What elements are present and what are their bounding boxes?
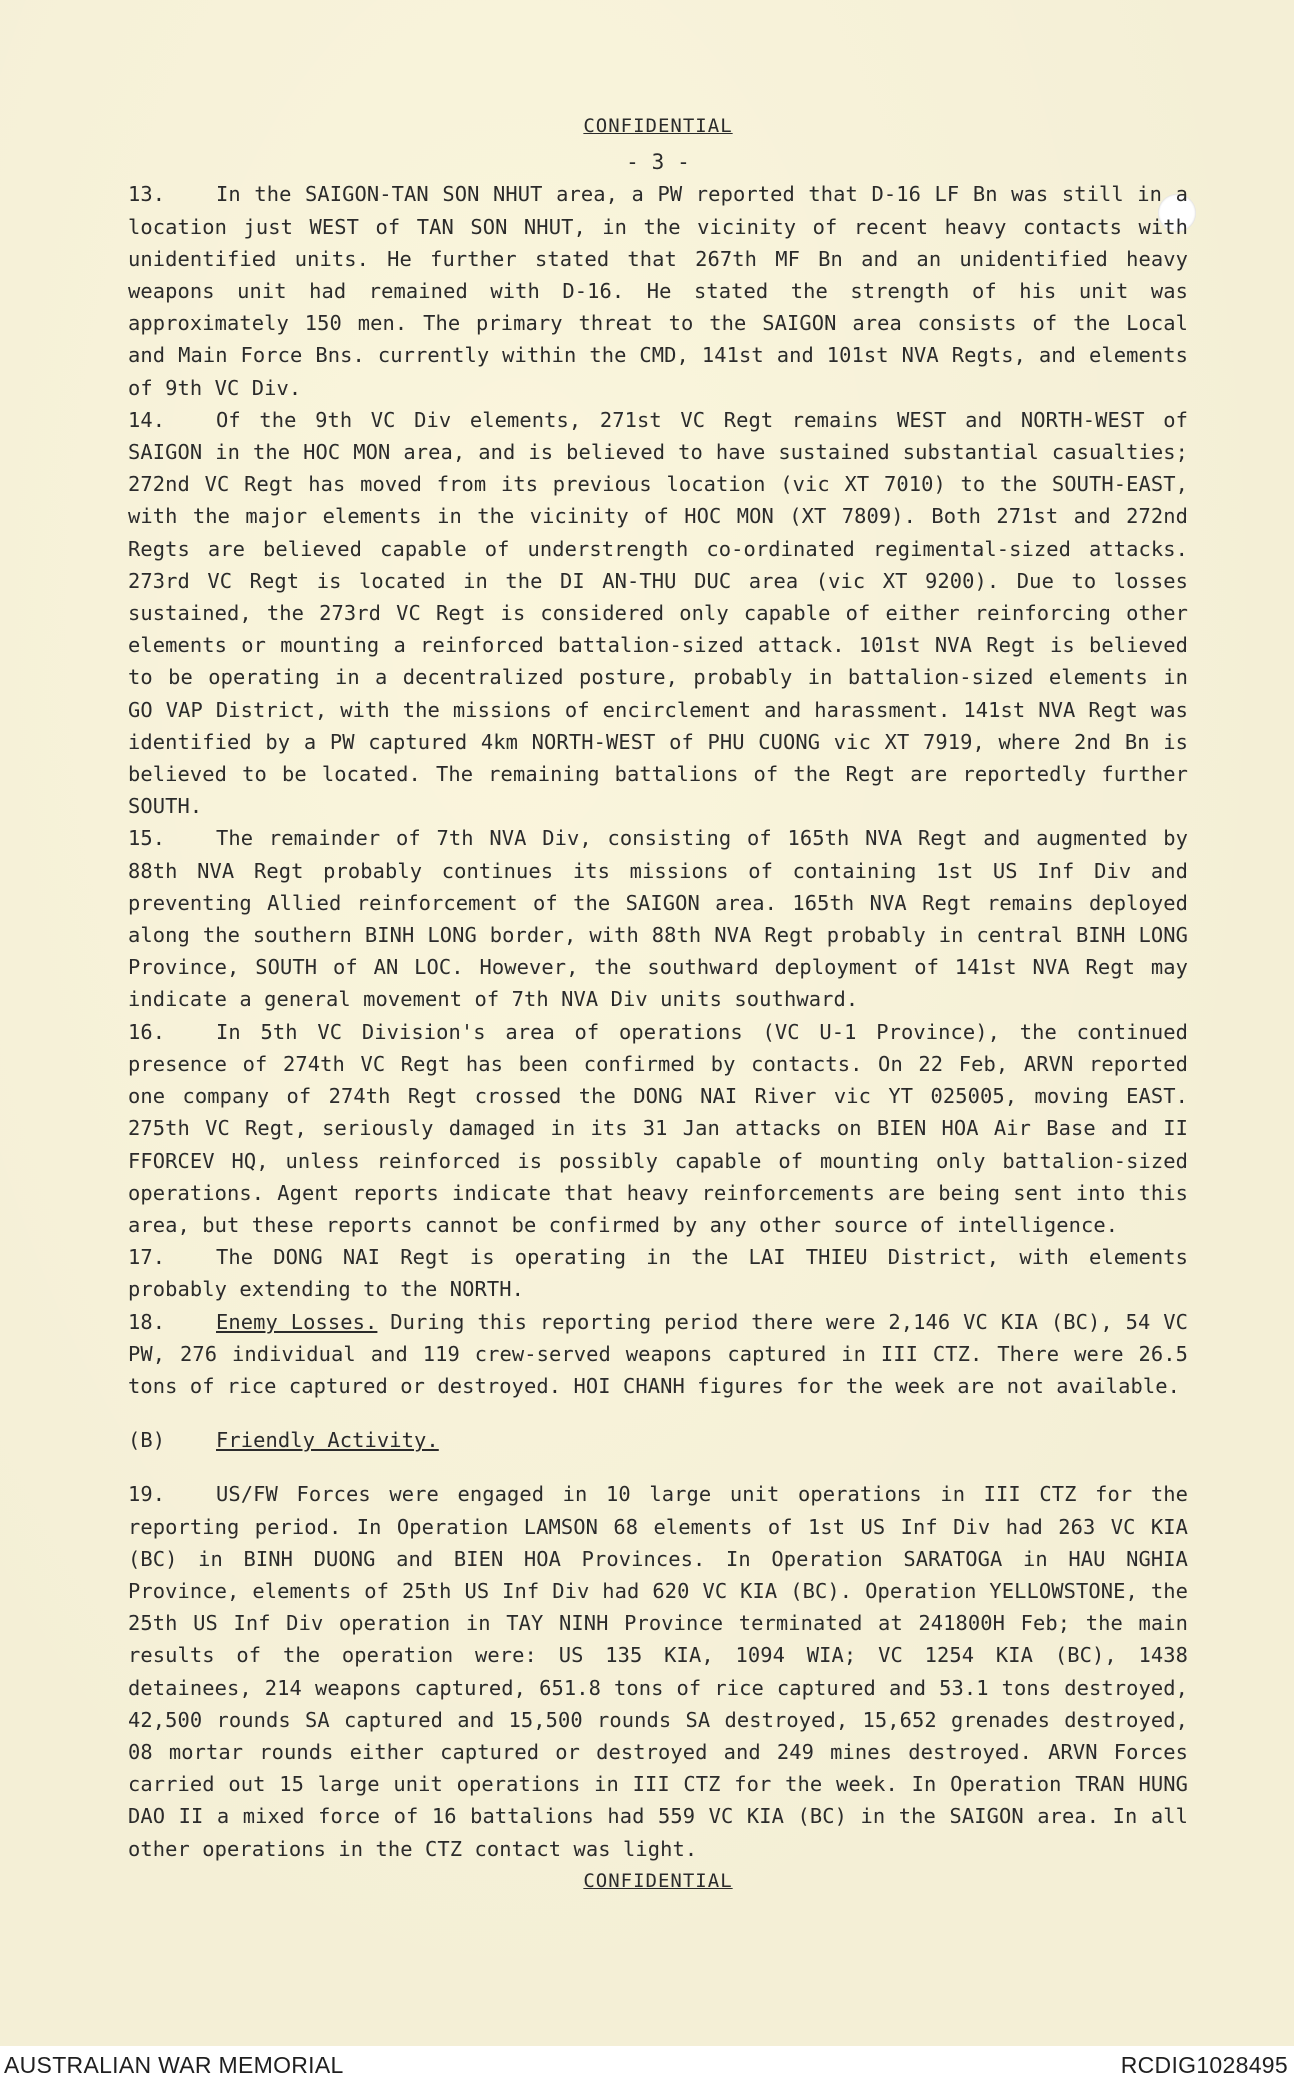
paragraph-number: 18. [128, 1309, 166, 1334]
classification-footer: CONFIDENTIAL [583, 1869, 733, 1892]
paragraph-18 [128, 1306, 1188, 1403]
section-b-heading [128, 1424, 1188, 1456]
paragraph-text: In the SAIGON-TAN SON NHUT area, a PW reported that D-16 LF Bn was still in a location just WEST of TAN SON NHUT, in the vicinity of recent heavy contacts with unidentified units. He further stated that 267th MF Bn and an unidentified heavy weapons unit had remained with D-16. He stated the strength of his unit was approximately 150 men. The primary threat to the SAIGON area consists of the Local and Main Force Bns. currently within the CMD, 141st and 101st NVA Regts, and elements of 9th VC Div. [128, 182, 1188, 400]
paragraph-text: The DONG NAI Regt is operating in the LAI THIEU District, with elements probably extending to the NORTH. [128, 1245, 1188, 1302]
section-label: (B) [128, 1428, 166, 1453]
paragraph-number: 13. [128, 182, 166, 207]
paragraph-text: The remainder of 7th NVA Div, consisting of 165th NVA Regt and augmented by 88th NVA Regt probably continues its missions of containing 1st US Inf Div and preventing Allied reinforcement of the SAIGON area. 165th NVA Regt remains deployed along the southern BINH LONG border, with 88th NVA Regt probably in central BINH LONG Province, SOUTH of AN LOC. However, the southward deployment of 141st NVA Regt may indicate a general movement of 7th NVA Div units southward. [128, 826, 1188, 1012]
paragraph-number: 14. [128, 407, 166, 432]
section-title: Friendly Activity. [216, 1428, 439, 1453]
paragraph-number: 16. [128, 1019, 166, 1044]
document-body [128, 110, 1188, 1897]
page-number: - 3 - [626, 150, 690, 175]
paragraph-17 [128, 1241, 1188, 1305]
paragraph-19 [128, 1478, 1188, 1864]
paragraph-13 [128, 178, 1188, 403]
archive-reference: RCDIG1028495 [1120, 2052, 1288, 2078]
archive-institution: AUSTRALIAN WAR MEMORIAL [4, 2052, 344, 2078]
paragraph-15 [128, 822, 1188, 1015]
paragraph-text: US/FW Forces were engaged in 10 large unit operations in III CTZ for the reporting period. In Operation LAMSON 68 elements of 1st US Inf Div had 263 VC KIA (BC) in BINH DUONG and BIEN HOA Provinces. In Operation SARATOGA in HAU NGHIA Province, elements of 25th US Inf Div had 620 VC KIA (BC). Operation YELLOWSTONE, the 25th US Inf Div operation in TAY NINH Province terminated at 241800H Feb; the main results of the operation were: US 135 KIA, 1094 WIA; VC 1254 KIA (BC), 1438 detainees, 214 weapons captured, 651.8 tons of rice captured and 53.1 tons destroyed, 42,500 rounds SA captured and 15,500 rounds SA destroyed, 15,652 grenades destroyed, 08 mortar rounds either captured or destroyed and 249 mines destroyed. ARVN Forces carried out 15 large unit operations in III CTZ for the week. In Operation TRAN HUNG DAO II a mixed force of 16 battalions had 559 VC KIA (BC) in the SAIGON area. In all other operations in the CTZ contact was light. [128, 1482, 1188, 1861]
paragraph-number: 15. [128, 826, 166, 851]
paragraph-heading: Enemy Losses. [216, 1309, 378, 1334]
paragraph-14 [128, 404, 1188, 823]
paragraph-number: 19. [128, 1482, 166, 1507]
paragraph-text: In 5th VC Division's area of operations (VC U-1 Province), the continued presence of 274th VC Regt has been confirmed by contacts. On 22 Feb, ARVN reported one company of 274th Regt crossed the DONG NAI River vic YT 025005, moving EAST. 275th VC Regt, seriously damaged in its 31 Jan attacks on BIEN HOA Air Base and II FFORCEV HQ, unless reinforced is possibly capable of mounting only battalion-sized operations. Agent reports indicate that heavy reinforcements are being sent into this area, but these reports cannot be confirmed by any other source of intelligence. [128, 1019, 1188, 1237]
paragraph-text: During this reporting period there were 2,146 VC KIA (BC), 54 VC PW, 276 individual and 119 crew-served weapons captured in III CTZ. There were 26.5 tons of rice captured or destroyed. HOI CHANH figures for the week are not available. [128, 1309, 1188, 1398]
paragraph-text: Of the 9th VC Div elements, 271st VC Regt remains WEST and NORTH-WEST of SAIGON in the HOC MON area, and is believed to have sustained substantial casualties; 272nd VC Regt has moved from its previous location (vic XT 7010) to the SOUTH-EAST, with the major elements in the vicinity of HOC MON (XT 7809). Both 271st and 272nd Regts are believed capable of understrength co-ordinated regimental-sized attacks. 273rd VC Regt is located in the DI AN-THU DUC area (vic XT 9200). Due to losses sustained, the 273rd VC Regt is considered only capable of either reinforcing other elements or mounting a reinforced battalion-sized attack. 101st NVA Regt is believed to be operating in a decentralized posture, probably in battalion-sized elements in GO VAP District, with the missions of encirclement and harassment. 141st NVA Regt was identified by a PW captured 4km NORTH-WEST of PHU CUONG vic XT 7919, where 2nd Bn is believed to be located. The remaining battalions of the Regt are reportedly further SOUTH. [128, 407, 1188, 819]
paragraph-16 [128, 1016, 1188, 1241]
archive-footer [0, 2046, 1294, 2082]
paragraph-number: 17. [128, 1245, 166, 1270]
classification-header: CONFIDENTIAL [583, 115, 733, 137]
